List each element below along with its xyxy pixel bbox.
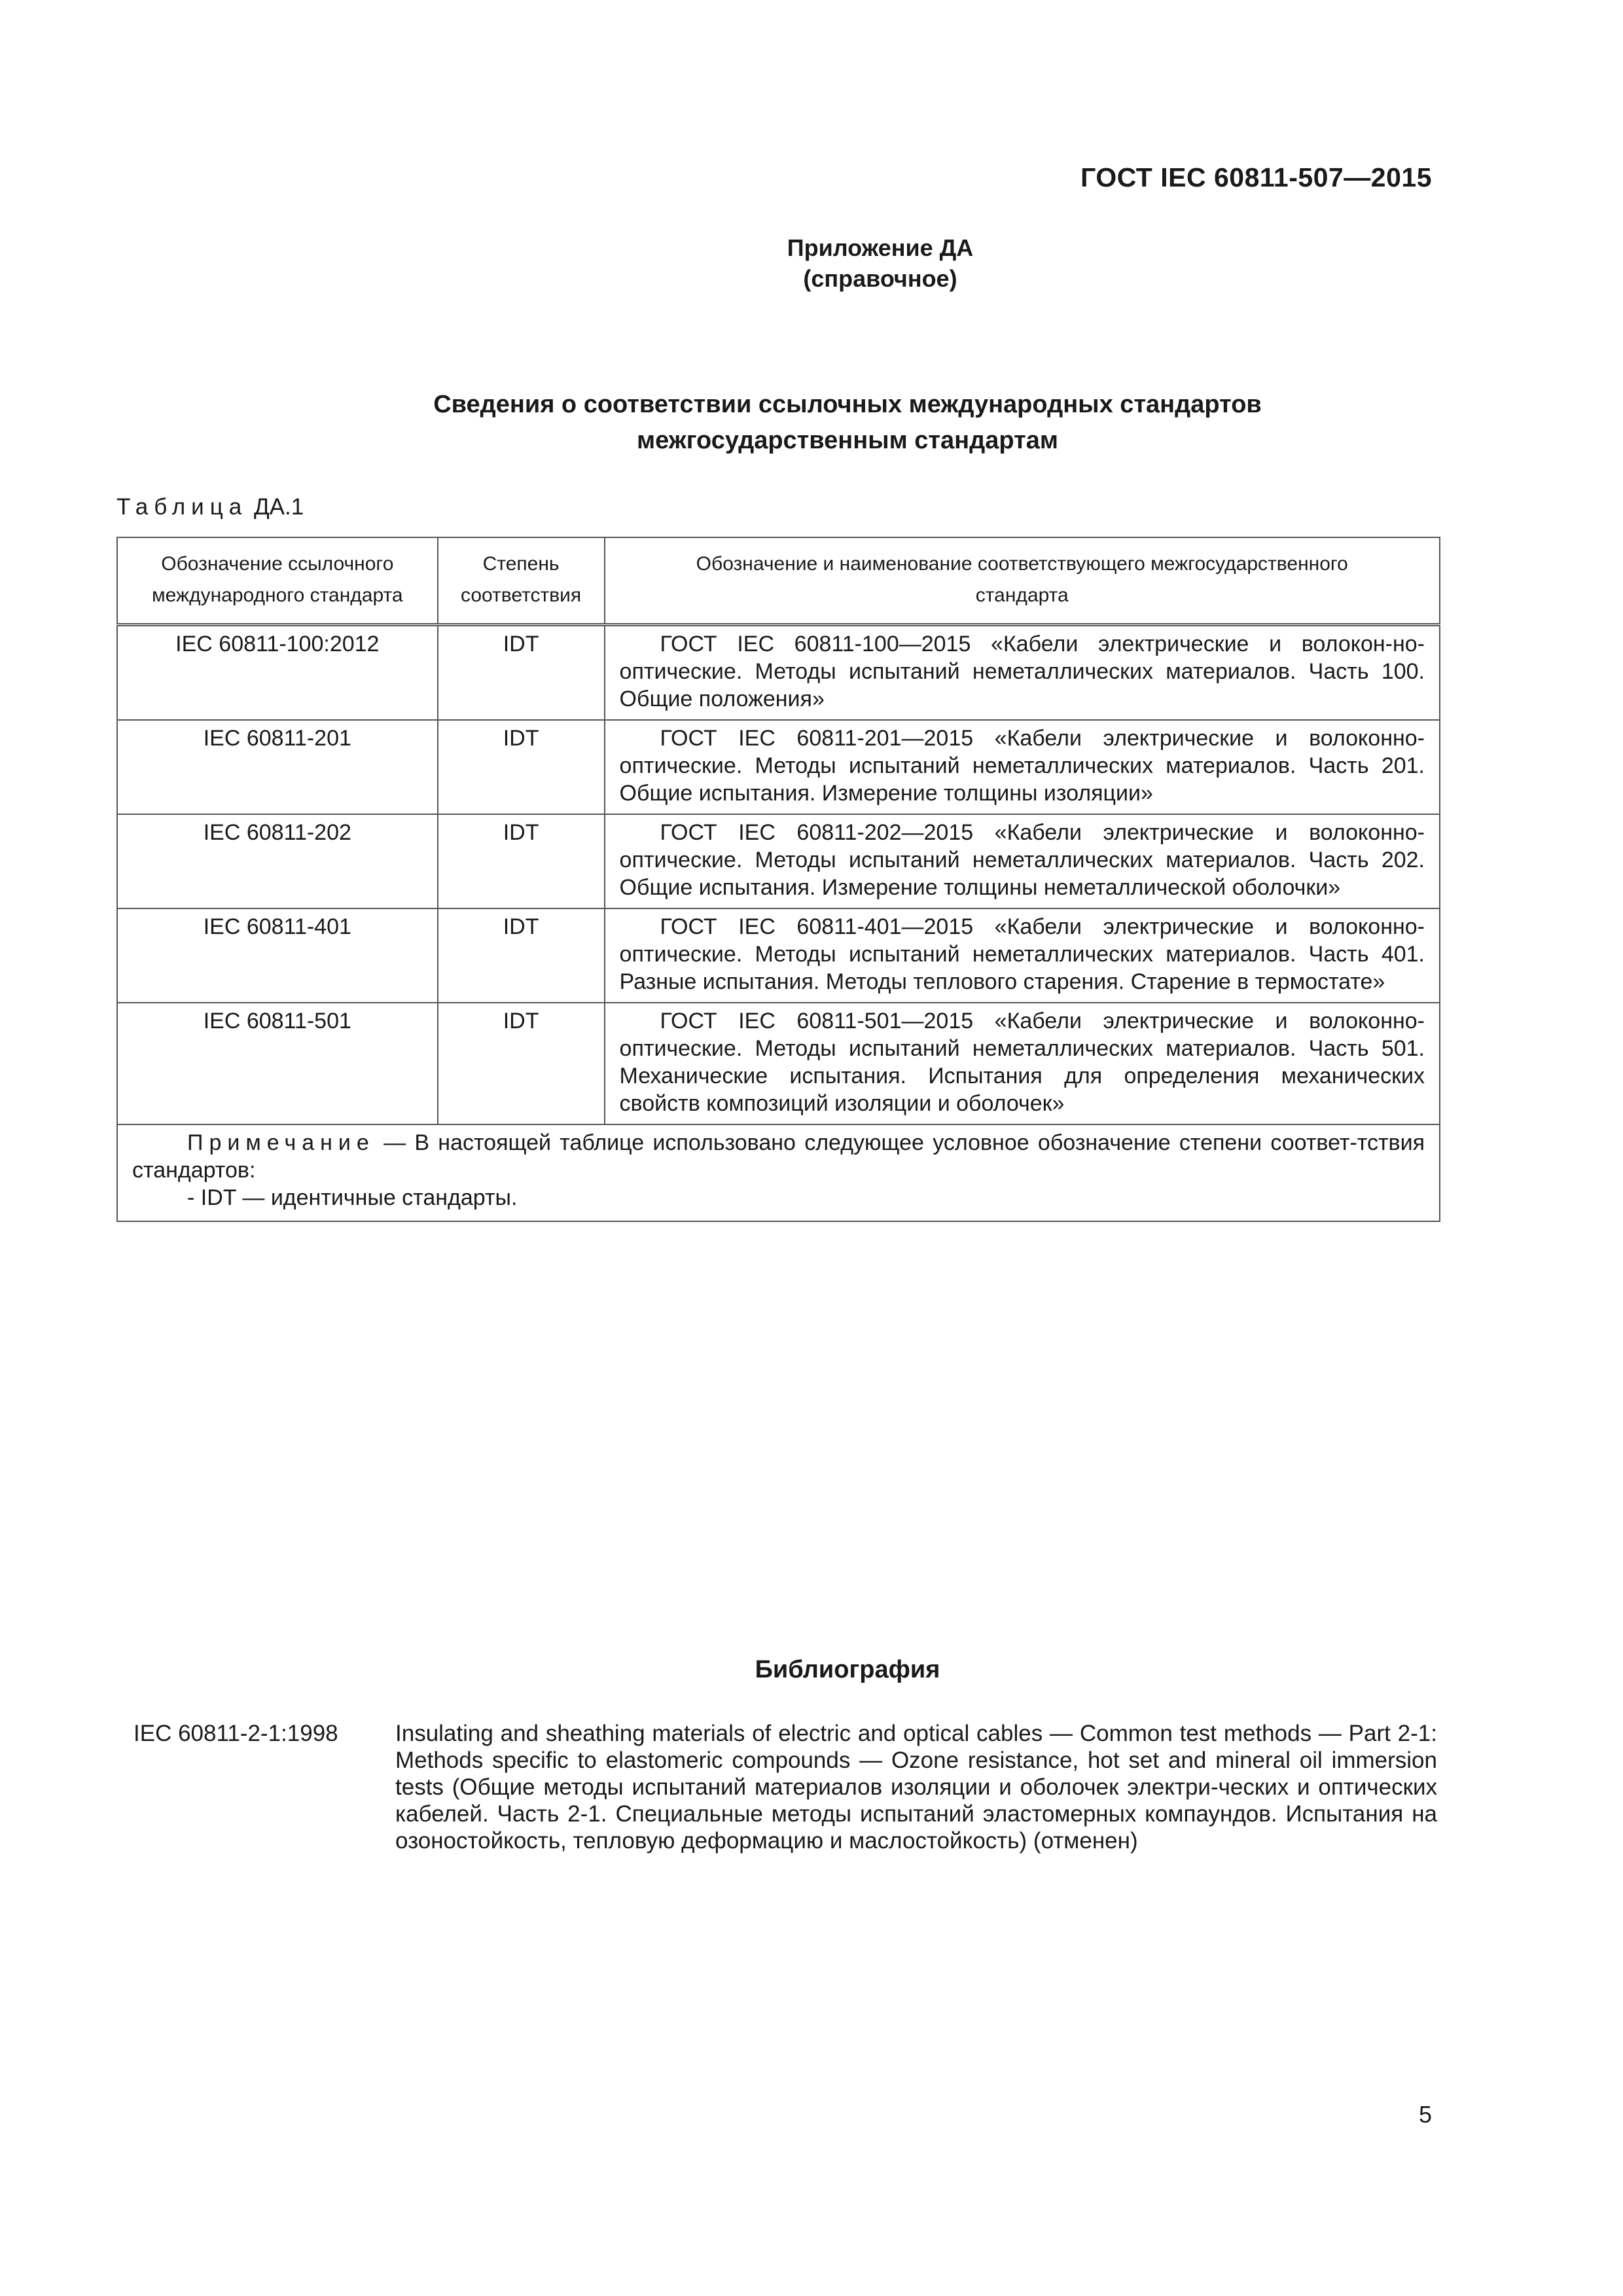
row-description-text: ГОСТ IEC 60811-201—2015 «Кабели электрические и волоконно-оптические. Методы испытаний неметаллических материалов. Часть 201. Общие испытания. Измерение толщины изоляции»	[619, 726, 1425, 806]
table-note	[117, 1124, 1440, 1221]
note-text: — В настоящей таблице использовано следующее условное обозначение степени соответ-тствия стандартов:	[132, 1130, 1425, 1183]
bibliography-title	[0, 1656, 1623, 1684]
row-description	[605, 625, 1440, 721]
section-title	[0, 387, 1623, 459]
row-description-text: ГОСТ IEC 60811-100—2015 «Кабели электрические и волокон-но-оптические. Методы испытаний неметаллических материалов. Часть 100. Общие положения»	[619, 632, 1425, 711]
row-description-text: ГОСТ IEC 60811-501—2015 «Кабели электрические и волоконно-оптические. Методы испытаний неметаллических материалов. Часть 501. Механические испытания. Испытания для определения механических свойств композиций изоляции и оболочек»	[619, 1009, 1425, 1116]
row-degree: IDT	[438, 1003, 605, 1124]
header-col2-line1: Степень	[482, 553, 560, 575]
table-note-row	[117, 1124, 1440, 1221]
table-row	[117, 720, 1440, 814]
note-item: - IDT — идентичные стандарты.	[187, 1185, 518, 1210]
row-code: IEC 60811-401	[117, 908, 438, 1003]
section-title-line-2: межгосударственным стандартам	[637, 427, 1058, 454]
row-degree: IDT	[438, 814, 605, 908]
row-description	[605, 908, 1440, 1003]
page-number: 5	[1418, 2101, 1432, 2128]
header-col2-line2: соответствия	[461, 584, 582, 606]
header-col1-line2: международного стандарта	[152, 584, 403, 606]
row-degree: IDT	[438, 720, 605, 814]
row-description-text: ГОСТ IEC 60811-401—2015 «Кабели электрические и волоконно-оптические. Методы испытаний неметаллических материалов. Часть 401. Разные испытания. Методы теплового старения. Старение в термостате»	[619, 914, 1425, 994]
header-col3-line1: Обозначение и наименование соответствующего межгосударственного	[696, 553, 1348, 575]
document-code: ГОСТ IEC 60811-507—2015	[1080, 162, 1432, 192]
row-degree: IDT	[438, 908, 605, 1003]
row-description	[605, 814, 1440, 908]
row-code: IEC 60811-100:2012	[117, 625, 438, 721]
header-degree	[438, 537, 605, 625]
bibliography-title-text: Библиография	[755, 1656, 940, 1683]
header-col1-line1: Обозначение ссылочного	[161, 553, 394, 575]
correspondence-table	[116, 537, 1440, 1222]
header-col3-line2: стандарта	[975, 584, 1069, 606]
table-row	[117, 908, 1440, 1003]
row-description	[605, 720, 1440, 814]
table-row	[117, 1003, 1440, 1124]
row-code: IEC 60811-201	[117, 720, 438, 814]
row-description	[605, 1003, 1440, 1124]
row-degree: IDT	[438, 625, 605, 721]
row-code: IEC 60811-202	[117, 814, 438, 908]
bibliography-entry-code: IEC 60811-2-1:1998	[134, 1721, 338, 1746]
annex-subtitle: (справочное)	[803, 265, 957, 292]
table-caption	[116, 494, 304, 520]
annex-heading	[0, 232, 1623, 294]
section-title-line-1: Сведения о соответствии ссылочных международных стандартов	[433, 391, 1262, 418]
table-caption-number: ДА.1	[253, 494, 304, 520]
annex-title: Приложение ДА	[787, 234, 974, 261]
note-label: Примечание	[187, 1130, 375, 1155]
table-row	[117, 625, 1440, 721]
header-international-standard	[117, 537, 438, 625]
header-interstate-standard	[605, 537, 1440, 625]
table-header-row	[117, 537, 1440, 625]
row-description-text: ГОСТ IEC 60811-202—2015 «Кабели электрические и волоконно-оптические. Методы испытаний неметаллических материалов. Часть 202. Общие испытания. Измерение толщины неметаллической оболочки»	[619, 820, 1425, 900]
bibliography-entry-text: Insulating and sheathing materials of electric and optical cables — Common test methods — Part 2-1: Methods specific to elastomeric compounds — Ozone resistance, hot set and mineral oil immersion tests (Общие методы испытаний материалов изоляции и оболочек электри-ческих и оптических кабелей. Часть 2-1. Специальные методы испытаний эластомерных компаундов. Испытания на озоностойкость, тепловую деформацию и маслостойкость) (отменен)	[395, 1721, 1437, 1854]
row-code: IEC 60811-501	[117, 1003, 438, 1124]
table-caption-label: Таблица	[116, 494, 248, 520]
table-row	[117, 814, 1440, 908]
